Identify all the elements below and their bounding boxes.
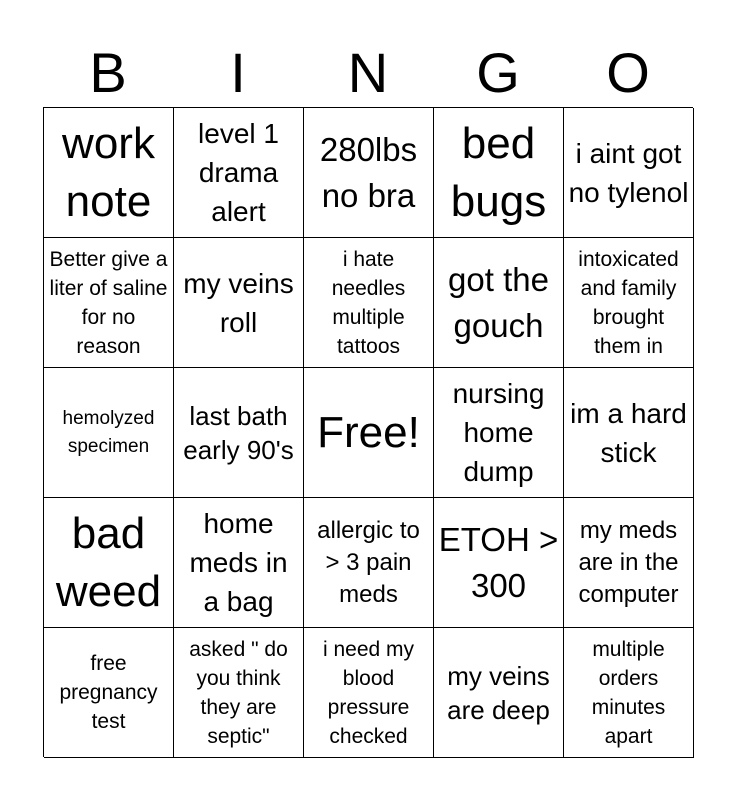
cell-text: work note: [62, 118, 155, 226]
cell-text: hemolyzed specimen: [62, 407, 155, 457]
cell-text: Better give a liter of saline for no reason: [49, 247, 168, 358]
bingo-grid: [43, 107, 693, 757]
cell-text: im a hard stick: [570, 397, 687, 468]
bingo-cell-r4-c4[interactable]: [434, 498, 564, 628]
cell-text: asked " do you think they are septic": [189, 637, 288, 748]
bingo-cell-r5-c3[interactable]: [304, 628, 434, 758]
bingo-header: [43, 40, 693, 106]
cell-text: 280lbs no bra: [319, 130, 418, 214]
bingo-cell-r2-c3[interactable]: [304, 238, 434, 368]
bingo-cell-r5-c2[interactable]: [174, 628, 304, 758]
cell-text: got the gouch: [448, 260, 549, 344]
cell-text: bad weed: [55, 508, 162, 616]
bingo-cell-r1-c4[interactable]: [434, 108, 564, 238]
bingo-cell-r3-c4[interactable]: [434, 368, 564, 498]
cell-text: my veins are deep: [447, 660, 550, 725]
bingo-cell-r2-c4[interactable]: [434, 238, 564, 368]
bingo-cell-r1-c1[interactable]: [44, 108, 174, 238]
header-letter-i: I: [230, 41, 246, 104]
bingo-cell-r4-c3[interactable]: [304, 498, 434, 628]
bingo-cell-r1-c2[interactable]: [174, 108, 304, 238]
bingo-cell-r1-c3[interactable]: [304, 108, 434, 238]
bingo-cell-r2-c5[interactable]: [564, 238, 694, 368]
cell-text: last bath early 90's: [183, 400, 294, 465]
cell-text: my veins roll: [183, 267, 294, 338]
cell-text: home meds in a bag: [189, 508, 288, 617]
header-letter-n: N: [347, 41, 389, 104]
header-letter-b: B: [89, 41, 127, 104]
bingo-cell-r4-c1[interactable]: [44, 498, 174, 628]
bingo-cell-r5-c1[interactable]: [44, 628, 174, 758]
cell-text: multiple orders minutes apart: [591, 637, 666, 748]
bingo-cell-r3-c3[interactable]: [304, 368, 434, 498]
bingo-cell-r3-c5[interactable]: [564, 368, 694, 498]
bingo-cell-r1-c5[interactable]: [564, 108, 694, 238]
cell-text: free pregnancy test: [59, 652, 158, 733]
bingo-cell-r2-c1[interactable]: [44, 238, 174, 368]
cell-text: i aint got no tylenol: [568, 137, 689, 208]
header-letter-o: O: [606, 41, 650, 104]
bingo-cell-r4-c2[interactable]: [174, 498, 304, 628]
cell-text: i need my blood pressure checked: [322, 637, 415, 748]
bingo-cell-r3-c1[interactable]: [44, 368, 174, 498]
cell-text: i hate needles multiple tattoos: [331, 247, 406, 358]
bingo-cell-r5-c4[interactable]: [434, 628, 564, 758]
bingo-cell-r3-c2[interactable]: [174, 368, 304, 498]
cell-text: bed bugs: [450, 118, 547, 226]
bingo-cell-r2-c2[interactable]: [174, 238, 304, 368]
bingo-cell-r4-c5[interactable]: [564, 498, 694, 628]
cell-text: my meds are in the computer: [578, 516, 679, 608]
cell-text: allergic to > 3 pain meds: [317, 516, 420, 608]
free-space-text: Free!: [317, 407, 420, 457]
bingo-cell-r5-c5[interactable]: [564, 628, 694, 758]
cell-text: ETOH > 300: [438, 520, 559, 604]
cell-text: intoxicated and family brought them in: [578, 247, 679, 358]
cell-text: level 1 drama alert: [198, 118, 279, 227]
cell-text: nursing home dump: [452, 378, 545, 487]
header-letter-g: G: [476, 41, 520, 104]
